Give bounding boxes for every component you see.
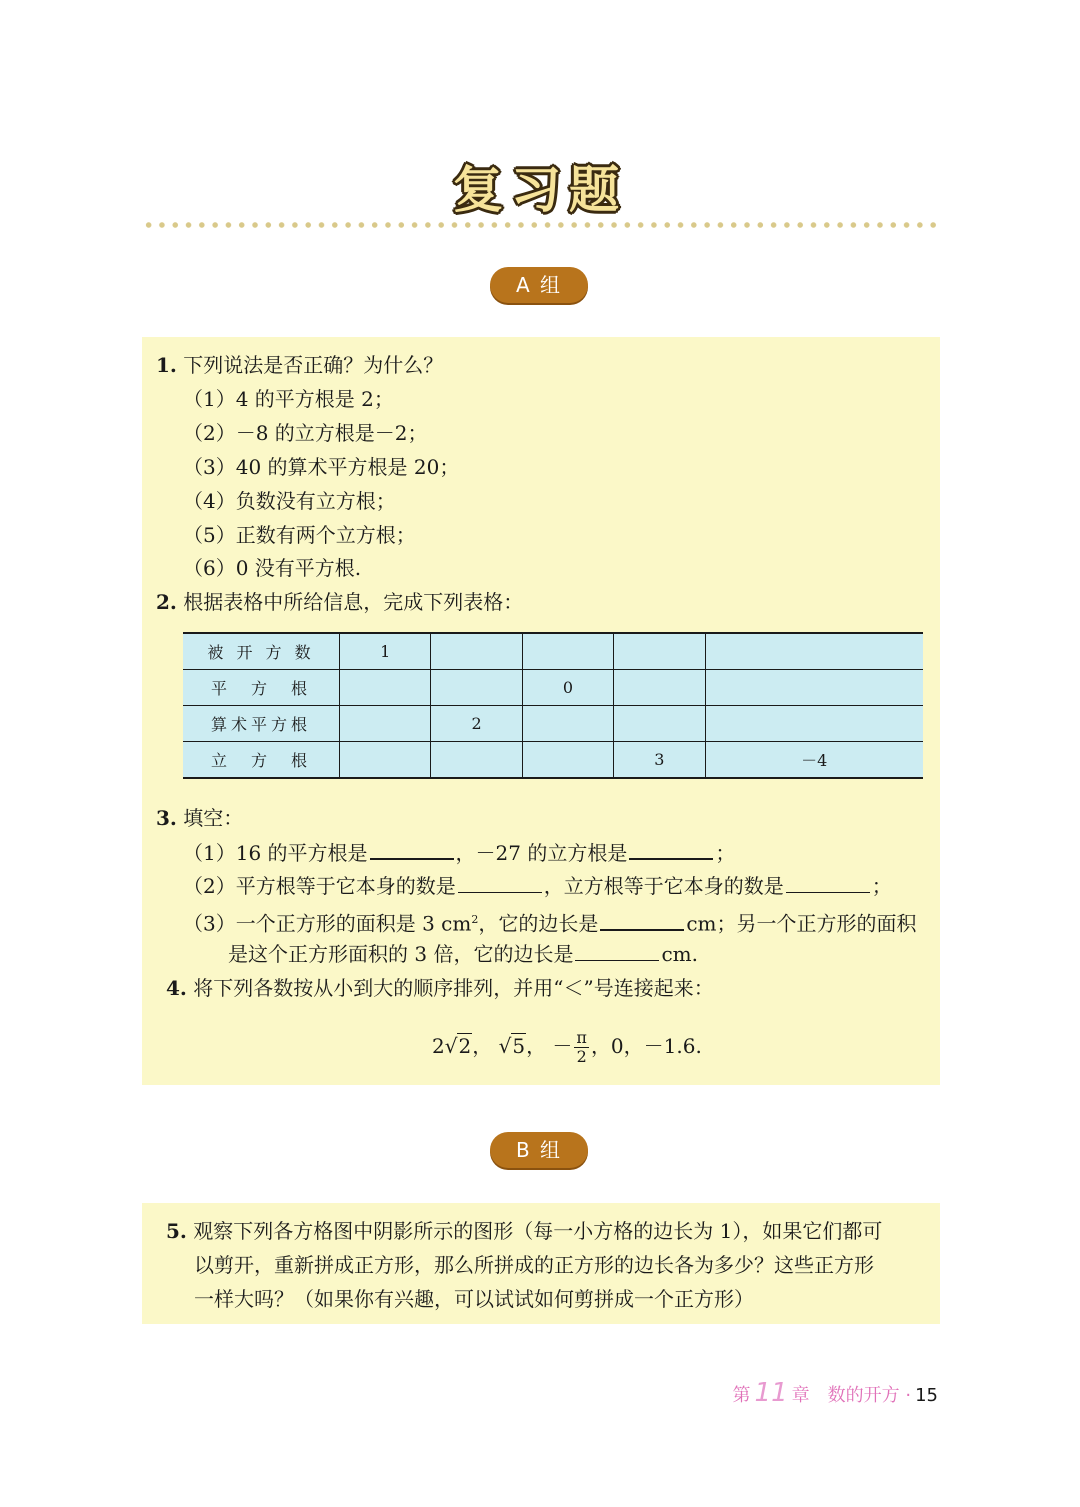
q1-item: （5）正数有两个立方根； xyxy=(183,523,416,547)
table-header-cell: 算术平方根 xyxy=(183,706,340,742)
q3-line-2 xyxy=(183,872,892,900)
page-footer xyxy=(733,1378,938,1408)
q1-item: （1）4 的平方根是 2； xyxy=(183,387,394,411)
table-cell xyxy=(614,670,705,706)
answer-blank xyxy=(458,872,542,893)
table-header-cell: 平 方 根 xyxy=(183,670,340,706)
denominator: 2 xyxy=(576,1047,587,1066)
q5-line: 一样大吗？（如果你有兴趣，可以试试如何剪拼成一个正方形） xyxy=(194,1287,754,1311)
table-cell xyxy=(522,633,613,670)
question-number: 4. xyxy=(166,976,187,1000)
question-stem: 根据表格中所给信息，完成下列表格： xyxy=(183,590,524,614)
q3-text: （1）16 的平方根是 xyxy=(183,841,368,865)
question-number: 3. xyxy=(156,806,177,830)
group-a-badge: A 组 xyxy=(490,267,588,303)
dotted-divider xyxy=(142,222,940,228)
q3-line-3 xyxy=(183,906,917,938)
question-stem: 下列说法是否正确？为什么？ xyxy=(183,353,444,377)
q1-item: （4）负数没有立方根； xyxy=(183,489,396,513)
group-b-badge: B 组 xyxy=(490,1132,588,1168)
roots-table xyxy=(183,632,923,779)
q1-item: （2）－8 的立方根是－2； xyxy=(183,421,428,445)
minus-sign: － xyxy=(552,1034,573,1058)
q3-text: （3）一个正方形的面积是 3 cm xyxy=(183,911,472,936)
question-number: 2. xyxy=(156,590,177,614)
separator: ， xyxy=(526,1034,547,1058)
table-cell: 1 xyxy=(340,633,431,670)
number-list xyxy=(432,1026,702,1066)
q1-item: （3）40 的算术平方根是 20； xyxy=(183,455,460,479)
q3-line-1 xyxy=(183,838,735,867)
q5-line: 以剪开，重新拼成正方形，那么所拼成的正方形的边长各为多少？这些正方形 xyxy=(194,1253,874,1277)
q3-text: cm；另一个正方形的面积 xyxy=(686,911,917,936)
table-header-cell: 被 开 方 数 xyxy=(183,633,340,670)
q3-line-4 xyxy=(228,940,698,968)
q3-text: ，立方根等于它本身的数是 xyxy=(543,874,784,898)
table-cell xyxy=(431,670,522,706)
question-number: 1. xyxy=(156,353,177,377)
fraction xyxy=(574,1029,589,1066)
question-2 xyxy=(156,588,523,616)
sqrt-expression: √5 xyxy=(498,1034,526,1058)
table-cell xyxy=(614,706,705,742)
table-cell xyxy=(431,742,522,779)
question-5 xyxy=(166,1217,882,1245)
table-cell: 2 xyxy=(431,706,522,742)
q5-text: 观察下列各方格图中阴影所示的图形（每一小方格的边长为 1），如果它们都可 xyxy=(193,1219,883,1243)
q3-text: 是这个正方形面积的 3 倍，它的边长是 xyxy=(228,942,574,966)
table-cell xyxy=(522,742,613,779)
answer-blank xyxy=(786,872,870,893)
answer-blank xyxy=(600,909,684,931)
table-header-cell: 立 方 根 xyxy=(183,742,340,779)
question-stem: 填空： xyxy=(183,806,244,830)
table-cell: －4 xyxy=(705,742,923,779)
q3-text: ； xyxy=(715,841,736,865)
q3-text: ； xyxy=(871,874,892,898)
coefficient: 2 xyxy=(432,1034,445,1058)
chapter-number: 11 xyxy=(754,1378,788,1408)
table-row xyxy=(183,742,923,779)
q3-text: ，－27 的立方根是 xyxy=(455,841,628,865)
chapter-prefix: 第 xyxy=(732,1385,751,1406)
number-list-tail: ，0，－1.6. xyxy=(590,1034,702,1058)
table-cell xyxy=(340,742,431,779)
table-cell xyxy=(340,670,431,706)
table-cell xyxy=(522,706,613,742)
table-cell xyxy=(705,706,923,742)
question-number: 5. xyxy=(166,1219,187,1243)
radicand: 2 xyxy=(458,1034,472,1058)
page-title: 复习题 xyxy=(453,161,627,219)
table-cell: 3 xyxy=(614,742,705,779)
radicand: 5 xyxy=(512,1034,526,1058)
answer-blank xyxy=(629,838,713,860)
sqrt-expression: √2 xyxy=(444,1034,472,1058)
q1-item: （6）0 没有平方根. xyxy=(183,556,362,580)
answer-blank xyxy=(370,838,454,860)
question-1 xyxy=(156,351,443,379)
question-3 xyxy=(156,804,243,832)
q3-text: （2）平方根等于它本身的数是 xyxy=(183,874,456,898)
table-row xyxy=(183,633,923,670)
page-number: 15 xyxy=(915,1385,938,1406)
table-cell xyxy=(705,670,923,706)
numerator: π xyxy=(576,1028,587,1047)
question-4 xyxy=(166,974,714,1002)
q3-text: ，它的边长是 xyxy=(478,911,599,936)
q3-text: cm. xyxy=(661,942,698,966)
table-cell: 0 xyxy=(522,670,613,706)
chapter-title: 章 数的开方 · xyxy=(791,1385,912,1406)
table-cell xyxy=(614,633,705,670)
table-cell xyxy=(705,633,923,670)
question-stem: 将下列各数按从小到大的顺序排列，并用“＜”号连接起来： xyxy=(193,976,714,1000)
separator: ， xyxy=(472,1034,493,1058)
superscript: 2 xyxy=(471,913,479,926)
table-row xyxy=(183,670,923,706)
answer-blank xyxy=(575,940,659,961)
table-cell xyxy=(340,706,431,742)
table-cell xyxy=(431,633,522,670)
table-row xyxy=(183,706,923,742)
